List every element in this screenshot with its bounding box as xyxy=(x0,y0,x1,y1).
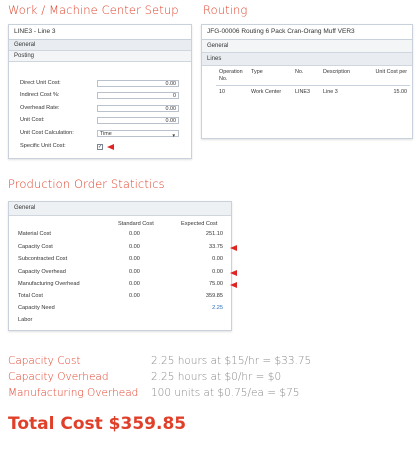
routing-card-header: JFG-00006 Routing 6 Pack Cran-Orang Muff VER3 xyxy=(202,25,412,40)
stat-standard-subcontracted-cost: 0.00 xyxy=(129,256,140,262)
stat-label-manufacturing-overhead: Manufacturing Overhead xyxy=(18,281,80,287)
stat-label-total-cost: Total Cost xyxy=(18,293,43,299)
summary-value-capacity-cost: 2.25 hours at $15/hr = $33.75 xyxy=(151,355,312,367)
specific-unit-cost-checkbox[interactable]: ✓ xyxy=(98,144,103,150)
summary-label-capacity-overhead: Capacity Overhead xyxy=(8,371,109,383)
table-row[interactable] xyxy=(216,86,410,99)
pointer-arrow-icon xyxy=(230,245,237,251)
pointer-arrow-icon xyxy=(230,270,237,276)
column-header-no[interactable]: No. xyxy=(292,69,320,86)
stat-expected-manufacturing-overhead: 75.00 xyxy=(209,281,223,287)
cell-operation-no: 10 xyxy=(219,89,225,95)
column-header-type[interactable]: Type xyxy=(248,69,292,86)
stat-standard-manufacturing-overhead: 0.00 xyxy=(129,281,140,287)
stat-label-capacity-cost: Capacity Cost xyxy=(18,244,53,250)
table-header-row xyxy=(216,69,410,86)
stat-expected-total-cost: 359.85 xyxy=(205,293,223,299)
cell-description: Line 3 xyxy=(323,89,338,95)
work-center-card xyxy=(8,24,192,159)
column-header-unit-cost-per[interactable]: Unit Cost per xyxy=(366,69,410,86)
routing-lines-table xyxy=(216,69,410,98)
stat-label-material-cost: Material Cost xyxy=(18,231,51,237)
stat-standard-total-cost: 0.00 xyxy=(129,293,140,299)
cell-no: LINE3 xyxy=(295,89,310,95)
tab-general[interactable]: General xyxy=(9,202,231,216)
column-header-standard-cost: Standard Cost xyxy=(118,221,154,227)
production-order-title: Production Order Statictics xyxy=(8,177,165,191)
summary-value-manufacturing-overhead: 100 units at $0.75/ea = $75 xyxy=(151,387,300,399)
chevron-down-icon: ▼ xyxy=(171,133,176,138)
routing-title: Routing xyxy=(203,3,248,17)
stat-expected-capacity-cost: 33.75 xyxy=(209,244,223,250)
capacity-need-link[interactable]: 2.25 xyxy=(212,305,223,311)
stat-standard-capacity-overhead: 0.00 xyxy=(129,269,140,275)
column-header-description[interactable]: Description xyxy=(320,69,366,86)
column-header-expected-cost: Expected Cost xyxy=(181,221,218,227)
summary-value-capacity-overhead: 2.25 hours at $0/hr = $0 xyxy=(151,371,282,383)
overhead-rate-field[interactable]: 0.00 xyxy=(97,105,179,112)
direct-unit-cost-field[interactable]: 0.00 xyxy=(97,80,179,87)
field-label-unit-cost: Unit Cost: xyxy=(20,117,45,123)
summary-label-manufacturing-overhead: Manufacturing Overhead xyxy=(8,387,139,399)
field-label-direct-unit-cost: Direct Unit Cost: xyxy=(20,80,61,86)
stat-label-capacity-need: Capacity Need xyxy=(18,305,55,311)
summary-label-capacity-cost: Capacity Cost xyxy=(8,355,81,367)
tab-lines[interactable]: Lines xyxy=(202,53,412,66)
production-order-stats-card xyxy=(8,201,232,331)
stat-standard-capacity-cost: 0.00 xyxy=(129,244,140,250)
unit-cost-calculation-value: Time xyxy=(100,131,112,137)
stat-label-labor: Labor xyxy=(18,317,33,323)
stat-expected-capacity-overhead: 0.00 xyxy=(212,269,223,275)
field-label-indirect-cost: Indirect Cost %: xyxy=(20,92,60,98)
unit-cost-field[interactable]: 0.00 xyxy=(97,117,179,124)
stat-standard-material-cost: 0.00 xyxy=(129,231,140,237)
stat-label-capacity-overhead: Capacity Overhead xyxy=(18,269,66,275)
field-label-specific-unit-cost: Specific Unit Cost: xyxy=(20,143,66,149)
field-label-unit-cost-calculation: Unit Cost Calculation: xyxy=(20,130,74,136)
routing-card xyxy=(201,24,413,139)
total-cost-heading: Total Cost $359.85 xyxy=(8,414,187,434)
tab-posting[interactable]: Posting xyxy=(9,51,191,62)
work-center-card-header: LINE3 - Line 3 xyxy=(9,25,191,40)
stat-label-subcontracted-cost: Subcontracted Cost xyxy=(18,256,68,262)
unit-cost-calculation-select[interactable] xyxy=(97,130,179,137)
tab-general[interactable]: General xyxy=(9,40,191,51)
pointer-arrow-icon xyxy=(230,282,237,288)
stat-expected-material-cost: 251.10 xyxy=(205,231,223,237)
stat-expected-subcontracted-cost: 0.00 xyxy=(212,256,223,262)
pointer-arrow-icon xyxy=(107,144,114,150)
tab-general[interactable]: General xyxy=(202,40,412,53)
work-center-setup-title: Work / Machine Center Setup xyxy=(8,3,179,17)
indirect-cost-field[interactable]: 0 xyxy=(97,92,179,99)
cell-unit-cost: 15.00 xyxy=(393,89,407,95)
field-label-overhead-rate: Overhead Rate: xyxy=(20,105,60,111)
cell-type: Work Center xyxy=(251,89,282,95)
column-header-operation-no[interactable]: Operation No. xyxy=(216,69,248,86)
